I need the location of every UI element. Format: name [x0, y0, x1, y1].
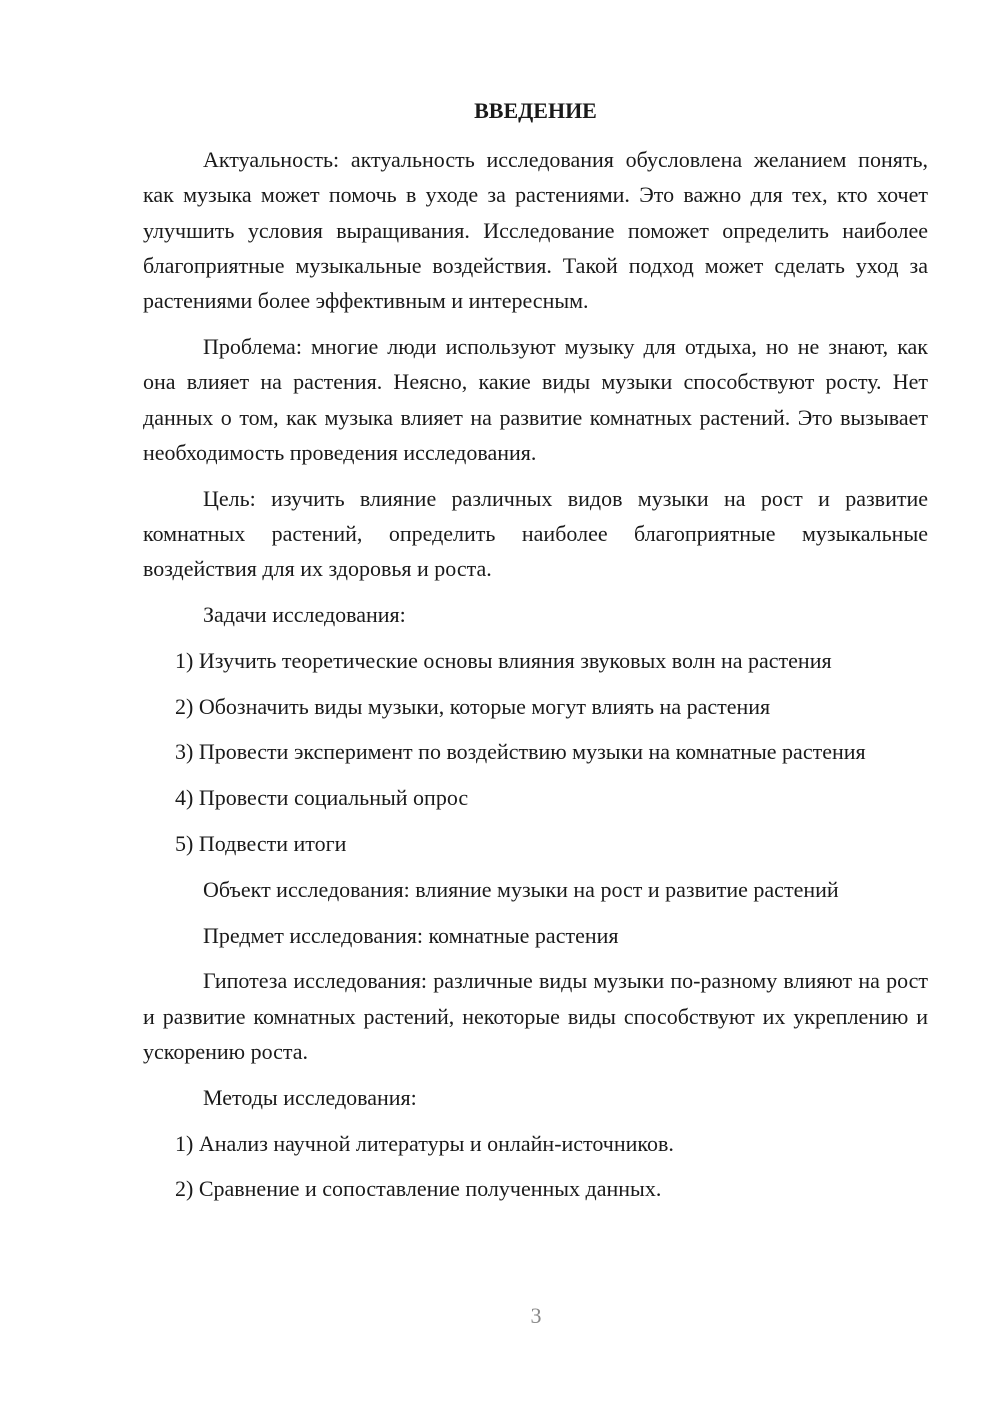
tasks-heading: Задачи исследования:	[203, 602, 406, 628]
document-page	[143, 93, 928, 1217]
problem-paragraph: Проблема: многие люди используют музыку для отдыха, но не знают, как она влияет на растения. Неясно, какие виды музыки способствуют росту. Нет данных о том, как музыка влияет на развитие комнатных растений. Это вызывает необходимость проведения исследования.	[143, 333, 928, 465]
relevance-paragraph: Актуальность: актуальность исследования обусловлена желанием понять, как музыка может помочь в уходе за растениями. Это важно для тех, кто хочет улучшить условия выращивания. Исследование поможет определить наиболее благоприятные музыкальные воздействия. Такой подход может сделать уход за растениями более эффективным и интересным.	[143, 147, 928, 314]
subject-paragraph: Предмет исследования: комнатные растения	[203, 922, 619, 948]
page-title: ВВЕДЕНИЕ	[474, 98, 597, 123]
task-item: 1) Изучить теоретические основы влияния звуковых волн на растения	[175, 647, 832, 673]
page-number: 3	[530, 1303, 542, 1328]
method-item: 1) Анализ научной литературы и онлайн-источников.	[175, 1130, 674, 1156]
task-item: 3) Провести эксперимент по воздействию музыки на комнатные растения	[175, 739, 866, 765]
task-item: 5) Подвести итоги	[175, 831, 347, 857]
goal-paragraph: Цель: изучить влияние различных видов музыки на рост и развитие комнатных растений, определить наиболее благоприятные музыкальные воздействия для их здоровья и роста.	[143, 485, 928, 582]
task-item: 4) Провести социальный опрос	[175, 785, 469, 811]
object-paragraph: Объект исследования: влияние музыки на рост и развитие растений	[203, 876, 839, 902]
hypothesis-paragraph: Гипотеза исследования: различные виды музыки по-разному влияют на рост и развитие комнатных растений, некоторые виды способствуют их укреплению и ускорению роста.	[143, 968, 928, 1065]
methods-heading: Методы исследования:	[203, 1084, 417, 1110]
task-item: 2) Обозначить виды музыки, которые могут влиять на растения	[175, 693, 771, 719]
method-item: 2) Сравнение и сопоставление полученных данных.	[175, 1176, 662, 1202]
